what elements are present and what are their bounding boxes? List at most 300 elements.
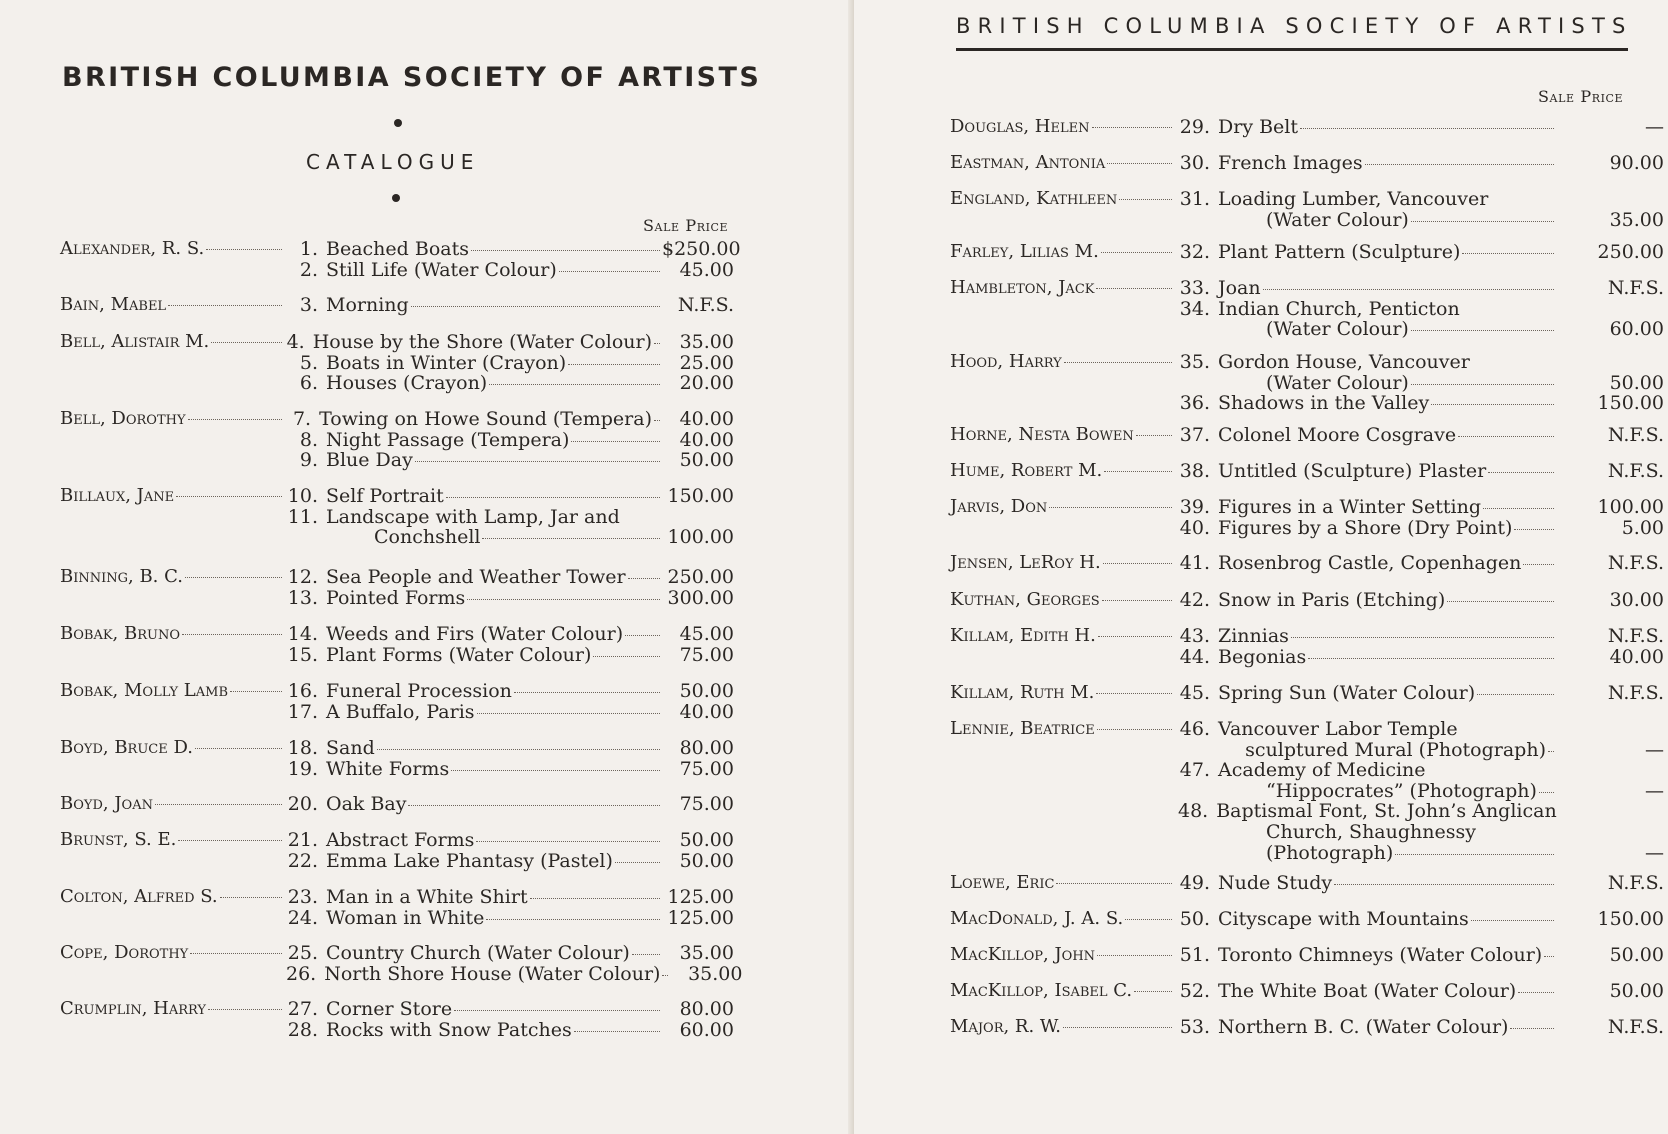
item-price: N.F.S. xyxy=(1607,1016,1664,1038)
item-price: 300.00 xyxy=(667,586,734,609)
item-number: 22. xyxy=(287,849,318,872)
dot-leader xyxy=(571,441,660,442)
dot-leader xyxy=(625,635,660,636)
item-price: 45.00 xyxy=(679,623,734,645)
dot-leader xyxy=(1411,221,1554,222)
item-price: 90.00 xyxy=(1609,152,1664,174)
catalogue-item xyxy=(1178,517,1664,539)
artist-name-text: Brunst, S. E. xyxy=(60,829,177,850)
item-title: Man in a White Shirt xyxy=(326,886,528,908)
item-price: 20.00 xyxy=(679,372,734,395)
catalogue-item xyxy=(1178,800,1664,822)
item-price: N.F.S. xyxy=(1607,460,1664,482)
item-price: 40.00 xyxy=(1609,645,1664,668)
dot-leader xyxy=(1458,436,1554,437)
catalogue-item xyxy=(286,566,734,588)
artist-name-text: Eastman, Antonia xyxy=(950,152,1106,173)
artist-name xyxy=(950,424,1174,445)
catalogue-item xyxy=(286,962,743,985)
item-number: 4. xyxy=(286,331,305,353)
catalogue-item xyxy=(1178,460,1664,482)
dot-leader xyxy=(486,919,660,920)
artist-name-text: MacKillop, Isabel C. xyxy=(950,980,1133,1001)
catalogue-item xyxy=(286,526,734,548)
dot-leader xyxy=(1092,127,1173,128)
catalogue-item xyxy=(286,850,734,872)
artist-name-text: Major, R. W. xyxy=(950,1016,1061,1037)
artist-name-text: Bell, Alistair M. xyxy=(60,331,210,352)
item-price: 40.00 xyxy=(679,700,734,723)
artist-name-text: Farley, Lilias M. xyxy=(950,241,1099,262)
item-title: Baptismal Font, St. John’s Anglican xyxy=(1216,800,1557,823)
dot-leader xyxy=(206,249,282,250)
dot-leader xyxy=(1395,854,1554,855)
item-number: 25. xyxy=(287,942,318,964)
catalogue-heading: CATALOGUE xyxy=(306,150,480,174)
item-title: “Hippocrates” (Photograph) xyxy=(1266,779,1537,802)
item-title: Country Church (Water Colour) xyxy=(326,942,630,964)
item-price: — xyxy=(1645,779,1664,802)
item-title: Spring Sun (Water Colour) xyxy=(1218,682,1476,704)
item-title: Colonel Moore Cosgrave xyxy=(1218,424,1457,446)
item-price: 75.00 xyxy=(679,643,734,666)
item-number: 40. xyxy=(1179,516,1210,539)
dot-leader xyxy=(211,342,282,343)
item-number: 23. xyxy=(287,886,318,908)
dot-leader xyxy=(559,271,660,272)
catalogue-item xyxy=(286,701,734,723)
dot-leader xyxy=(182,634,282,635)
artist-name xyxy=(950,980,1174,1001)
item-number: 45. xyxy=(1179,682,1210,704)
artist-name-text: Binning, B. C. xyxy=(60,566,183,587)
dot-leader xyxy=(574,1031,660,1032)
catalogue-item xyxy=(1178,392,1664,414)
dot-leader xyxy=(1134,991,1172,992)
item-title: Oak Bay xyxy=(326,793,407,815)
item-price: 150.00 xyxy=(1597,392,1664,415)
dot-leader xyxy=(1334,884,1554,885)
item-number: 3. xyxy=(299,294,318,316)
dot-leader xyxy=(1365,164,1554,165)
dot-leader xyxy=(1056,883,1172,884)
artist-name xyxy=(950,277,1174,298)
item-number: 28. xyxy=(287,1018,318,1041)
item-price: N.F.S. xyxy=(677,294,734,316)
artist-name-text: Hume, Robert M. xyxy=(950,460,1103,481)
item-price: 50.00 xyxy=(679,829,734,851)
item-number: 32. xyxy=(1179,241,1210,263)
item-title: Indian Church, Penticton xyxy=(1218,297,1460,320)
item-title: Still Life (Water Colour) xyxy=(326,258,557,281)
artist-name xyxy=(950,718,1174,739)
catalogue-item xyxy=(1178,682,1664,704)
dot-leader xyxy=(1483,508,1554,509)
item-price: 50.00 xyxy=(679,849,734,872)
dot-leader xyxy=(1471,920,1554,921)
dot-leader xyxy=(1477,694,1554,695)
catalogue-item xyxy=(286,623,734,645)
item-title: Blue Day xyxy=(326,449,413,472)
artist-name-text: Alexander, R. S. xyxy=(60,238,205,259)
item-number: 14. xyxy=(287,623,318,645)
artist-name xyxy=(950,351,1174,372)
dot-leader xyxy=(477,713,660,714)
item-price: 60.00 xyxy=(1609,318,1664,341)
item-title: Conchshell xyxy=(374,526,481,549)
artist-name xyxy=(60,942,284,963)
catalogue-item xyxy=(1178,298,1664,320)
dot-leader xyxy=(408,805,660,806)
dot-leader xyxy=(1411,330,1554,331)
artist-name-text: Bobak, Molly Lamb xyxy=(60,680,229,701)
dot-leader xyxy=(1107,163,1172,164)
dot-leader xyxy=(654,420,660,421)
item-title: Northern B. C. (Water Colour) xyxy=(1218,1016,1509,1038)
item-title: Academy of Medicine xyxy=(1218,759,1426,782)
item-number: 21. xyxy=(287,829,318,851)
item-number: 33. xyxy=(1179,277,1210,299)
item-number: 2. xyxy=(299,258,318,281)
item-title: Funeral Procession xyxy=(326,680,512,702)
item-number: 52. xyxy=(1179,980,1210,1002)
dot-leader xyxy=(1049,507,1172,508)
artist-name xyxy=(60,408,284,429)
artist-name-text: Bobak, Bruno xyxy=(60,623,180,644)
item-title: Nude Study xyxy=(1218,872,1333,894)
dot-leader xyxy=(1488,472,1554,473)
dot-leader xyxy=(1518,992,1554,993)
item-title: Woman in White xyxy=(326,906,485,929)
item-price: 150.00 xyxy=(667,485,734,507)
artist-name xyxy=(950,625,1174,646)
catalogue-item xyxy=(1178,552,1664,574)
dot-leader xyxy=(1548,751,1554,752)
item-title: Sand xyxy=(326,737,375,759)
item-title: Beached Boats xyxy=(326,238,469,260)
artist-name xyxy=(60,566,284,587)
item-title: Pointed Forms xyxy=(326,586,466,609)
item-price: 35.00 xyxy=(1609,208,1664,231)
dot-leader xyxy=(1514,529,1554,530)
dot-leader xyxy=(1308,658,1554,659)
artist-name-text: Loewe, Eric xyxy=(950,872,1055,893)
item-title: Self Portrait xyxy=(326,485,444,507)
dot-leader xyxy=(176,496,282,497)
artist-name-text: MacDonald, J. A. S. xyxy=(950,908,1124,929)
catalogue-item xyxy=(1178,646,1664,668)
item-title: Figures by a Shore (Dry Point) xyxy=(1218,516,1513,539)
dot-leader xyxy=(415,461,660,462)
artist-name xyxy=(60,793,284,814)
dot-leader xyxy=(1300,128,1554,129)
dot-leader xyxy=(1104,471,1172,472)
item-number: 27. xyxy=(287,998,318,1020)
dot-leader xyxy=(1291,637,1554,638)
dot-leader xyxy=(1462,253,1554,254)
item-number: 53. xyxy=(1179,1016,1210,1038)
artist-name xyxy=(60,737,284,758)
dot-leader xyxy=(446,497,660,498)
catalogue-item xyxy=(286,907,734,929)
item-title: (Water Colour) xyxy=(1266,318,1409,341)
catalogue-item xyxy=(286,793,734,815)
item-title: Snow in Paris (Etching) xyxy=(1218,589,1446,611)
title-rule xyxy=(956,48,1628,51)
item-title: North Shore House (Water Colour) xyxy=(324,962,661,985)
artist-name-text: Crumplin, Harry xyxy=(60,998,207,1019)
item-price: 125.00 xyxy=(667,906,734,929)
dot-leader xyxy=(1098,636,1172,637)
right-page-title: BRITISH COLUMBIA SOCIETY OF ARTISTS xyxy=(956,14,1633,38)
dot-leader xyxy=(1097,955,1172,956)
artist-name xyxy=(60,485,284,506)
item-price: 50.00 xyxy=(1609,944,1664,966)
artist-name xyxy=(950,944,1174,965)
item-number: 29. xyxy=(1179,116,1210,138)
item-price: N.F.S. xyxy=(1607,552,1664,574)
item-number: 19. xyxy=(287,757,318,780)
artist-name xyxy=(60,886,284,907)
dot-leader xyxy=(1097,729,1172,730)
item-number: 8. xyxy=(299,428,318,451)
item-title: Joan xyxy=(1218,277,1261,299)
item-price: 45.00 xyxy=(679,258,734,281)
catalogue-item xyxy=(286,587,734,609)
artist-name xyxy=(950,552,1174,573)
artist-name xyxy=(60,623,284,644)
dot-leader xyxy=(1119,199,1172,200)
item-price: 50.00 xyxy=(679,680,734,702)
artist-name xyxy=(60,680,284,701)
item-number: 41. xyxy=(1179,552,1210,574)
catalogue-item xyxy=(286,886,734,908)
artist-name xyxy=(950,460,1174,481)
item-title: Corner Store xyxy=(326,998,453,1020)
dot-leader xyxy=(185,577,282,578)
artist-name-text: Hambleton, Jack xyxy=(950,277,1095,298)
item-title: Landscape with Lamp, Jar and xyxy=(326,505,620,528)
item-price: 60.00 xyxy=(679,1018,734,1041)
bullet-ornament xyxy=(392,194,400,202)
catalogue-item xyxy=(1178,908,1664,930)
item-title: Towing on Howe Sound (Tempera) xyxy=(319,408,652,430)
item-title: Loading Lumber, Vancouver xyxy=(1218,188,1489,210)
item-title: Rocks with Snow Patches xyxy=(326,1018,572,1041)
item-number: 48. xyxy=(1178,800,1209,823)
catalogue-item xyxy=(286,294,734,316)
artist-name xyxy=(950,496,1174,517)
catalogue-item xyxy=(286,352,734,374)
item-price: 250.00 xyxy=(1597,241,1664,263)
item-number: 35. xyxy=(1179,351,1210,373)
catalogue-item xyxy=(1178,318,1664,340)
item-number: 5. xyxy=(299,351,318,374)
item-title: Abstract Forms xyxy=(326,829,475,851)
item-number: 10. xyxy=(287,485,318,507)
dot-leader xyxy=(1544,956,1554,957)
dot-leader xyxy=(654,343,660,344)
catalogue-item xyxy=(1178,116,1664,138)
dot-leader xyxy=(1510,1028,1554,1029)
dot-leader xyxy=(155,804,282,805)
bullet-ornament xyxy=(394,119,402,127)
artist-name-text: Hood, Harry xyxy=(950,351,1062,372)
dot-leader xyxy=(1096,288,1172,289)
item-number: 30. xyxy=(1179,152,1210,174)
dot-leader xyxy=(377,749,660,750)
item-title: Sea People and Weather Tower xyxy=(326,566,626,588)
item-title: House by the Shore (Water Colour) xyxy=(312,331,652,353)
item-number: 51. xyxy=(1179,944,1210,966)
dot-leader xyxy=(195,748,282,749)
item-title: Morning xyxy=(326,294,409,316)
item-title: Houses (Crayon) xyxy=(326,372,488,395)
item-price: N.F.S. xyxy=(1607,625,1664,647)
catalogue-item xyxy=(1178,872,1664,894)
item-number: 1. xyxy=(299,238,318,260)
dot-leader xyxy=(1136,435,1172,436)
catalogue-item xyxy=(286,644,734,666)
dot-leader xyxy=(476,841,660,842)
artist-name-text: Bain, Mabel xyxy=(60,294,167,315)
item-price: 50.00 xyxy=(679,449,734,472)
item-price: 25.00 xyxy=(679,351,734,374)
dot-leader xyxy=(514,692,660,693)
item-price: 35.00 xyxy=(679,942,734,964)
catalogue-item xyxy=(286,331,734,353)
item-number: 37. xyxy=(1179,424,1210,446)
dot-leader xyxy=(1101,252,1172,253)
item-number: 38. xyxy=(1179,460,1210,482)
item-title: Weeds and Firs (Water Colour) xyxy=(326,623,624,645)
item-number: 34. xyxy=(1179,297,1210,320)
item-title: Shadows in the Valley xyxy=(1218,392,1430,415)
sale-price-header: Sale Price xyxy=(1538,87,1624,106)
artist-name-text: Cope, Dorothy xyxy=(60,942,189,963)
item-title: Vancouver Labor Temple xyxy=(1218,718,1458,740)
dot-leader xyxy=(208,1009,282,1010)
catalogue-item xyxy=(286,429,734,451)
artist-name-text: Boyd, Bruce D. xyxy=(60,737,193,758)
item-number: 26. xyxy=(286,962,317,985)
dot-leader xyxy=(1103,563,1172,564)
left-page-title: BRITISH COLUMBIA SOCIETY OF ARTISTS xyxy=(62,62,762,93)
catalogue-item xyxy=(1178,152,1664,174)
catalogue-item xyxy=(1178,351,1664,373)
artist-name-text: Colton, Alfred S. xyxy=(60,886,218,907)
item-number: 43. xyxy=(1179,625,1210,647)
artist-name-text: Jarvis, Don xyxy=(950,496,1048,517)
right-page xyxy=(854,0,1668,1134)
item-title: Gordon House, Vancouver xyxy=(1218,351,1470,373)
dot-leader xyxy=(1411,384,1554,385)
item-price: N.F.S. xyxy=(1607,277,1664,299)
artist-name-text: Horne, Nesta Bowen xyxy=(950,424,1134,445)
artist-name xyxy=(950,872,1174,893)
catalogue-item xyxy=(286,372,734,394)
dot-leader xyxy=(190,953,282,954)
item-number: 24. xyxy=(287,906,318,929)
item-price: 30.00 xyxy=(1609,589,1664,611)
dot-leader xyxy=(632,954,660,955)
item-price: 125.00 xyxy=(667,886,734,908)
item-title: (Water Colour) xyxy=(1266,208,1409,231)
item-title: (Water Colour) xyxy=(1266,371,1409,394)
item-number: 11. xyxy=(287,505,318,528)
catalogue-item xyxy=(1178,739,1664,761)
dot-leader xyxy=(451,770,660,771)
item-number: 13. xyxy=(287,586,318,609)
dot-leader xyxy=(1539,792,1554,793)
dot-leader xyxy=(1102,600,1172,601)
item-price: 100.00 xyxy=(1597,496,1664,518)
catalogue-item xyxy=(1178,759,1664,781)
artist-name-text: Killam, Ruth M. xyxy=(950,682,1095,703)
catalogue-item xyxy=(1178,821,1664,843)
item-title: A Buffalo, Paris xyxy=(326,700,475,723)
dot-leader xyxy=(471,250,660,251)
item-price: 50.00 xyxy=(1609,371,1664,394)
artist-name-text: Douglas, Helen xyxy=(950,116,1090,137)
catalogue-item xyxy=(286,259,734,281)
catalogue-item xyxy=(1178,842,1664,864)
dot-leader xyxy=(615,862,660,863)
catalogue-item xyxy=(1178,209,1664,231)
item-number: 46. xyxy=(1179,718,1210,740)
item-title: Zinnias xyxy=(1218,625,1289,647)
item-price: 35.00 xyxy=(688,962,743,985)
item-number: 12. xyxy=(287,566,318,588)
item-title: Night Passage (Tempera) xyxy=(326,428,570,451)
artist-name xyxy=(950,116,1174,137)
catalogue-item xyxy=(286,942,734,964)
catalogue-item xyxy=(286,238,741,260)
item-number: 42. xyxy=(1179,589,1210,611)
item-title: Boats in Winter (Crayon) xyxy=(326,351,567,374)
dot-leader xyxy=(1096,693,1172,694)
item-title: Figures in a Winter Setting xyxy=(1218,496,1482,518)
item-title: Dry Belt xyxy=(1218,116,1299,138)
item-price: 75.00 xyxy=(679,793,734,815)
item-number: 36. xyxy=(1179,392,1210,415)
catalogue-item xyxy=(286,506,734,528)
artist-name xyxy=(60,331,284,352)
dot-leader xyxy=(1447,601,1554,602)
dot-leader xyxy=(593,656,660,657)
catalogue-item xyxy=(1178,589,1664,611)
item-title: (Photograph) xyxy=(1266,841,1394,864)
item-price: 75.00 xyxy=(679,757,734,780)
item-number: 20. xyxy=(287,793,318,815)
catalogue-item xyxy=(1178,496,1664,518)
artist-name-text: Killam, Edith H. xyxy=(950,625,1096,646)
catalogue-item xyxy=(1178,1016,1664,1038)
item-number: 50. xyxy=(1179,908,1210,930)
item-price: — xyxy=(1645,738,1664,761)
catalogue-item xyxy=(286,408,734,430)
artist-name-text: Jensen, LeRoy H. xyxy=(950,552,1101,573)
catalogue-item xyxy=(286,485,734,507)
dot-leader xyxy=(568,364,660,365)
item-number: 9. xyxy=(299,449,318,472)
artist-name xyxy=(60,829,284,850)
artist-name-text: Kuthan, Georges xyxy=(950,589,1100,610)
dot-leader xyxy=(411,306,660,307)
dot-leader xyxy=(1263,289,1554,290)
item-price: 100.00 xyxy=(667,526,734,549)
dot-leader xyxy=(662,975,668,976)
